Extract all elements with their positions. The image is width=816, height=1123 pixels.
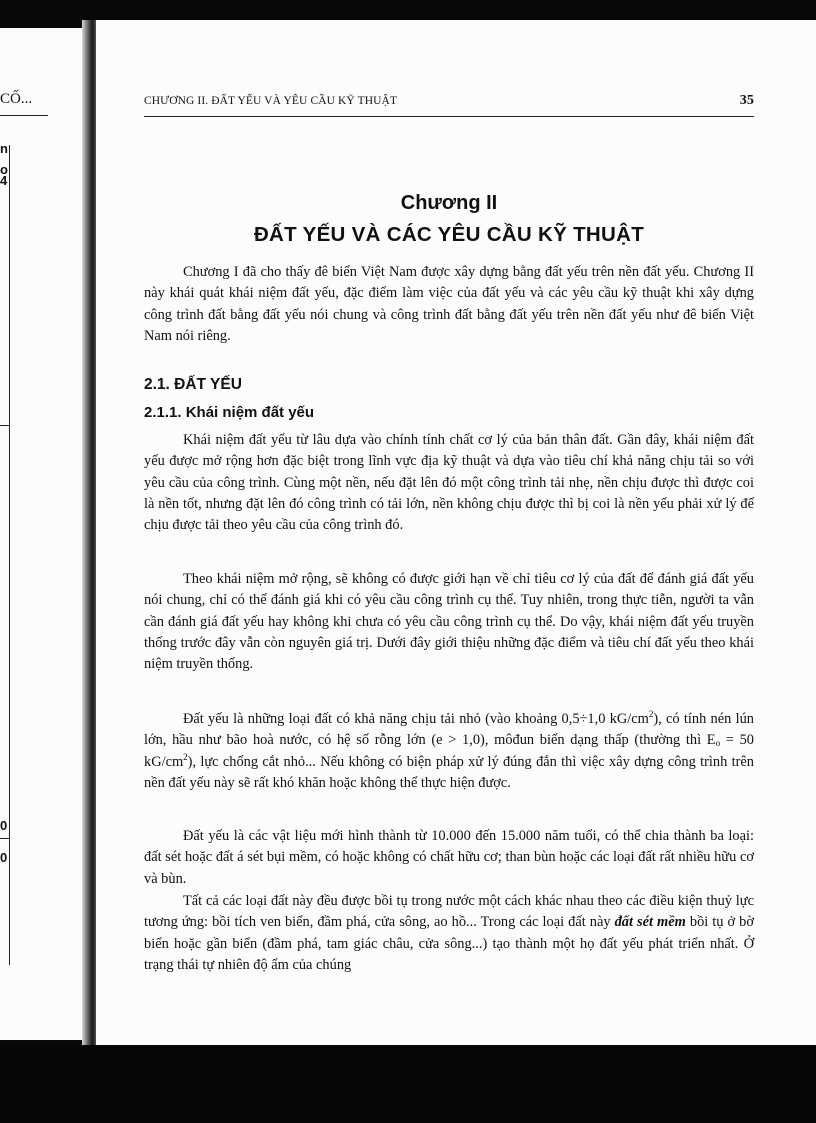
superscript: 2 [183, 751, 188, 762]
section-heading: 2.1. ĐẤT YẾU [144, 376, 242, 393]
adjacent-line [0, 838, 10, 839]
page-number: 35 [739, 93, 754, 108]
text-run: ), có tính nén lún lớn, hầu như bão hoà nước, có hệ số rỗng lớn (e > 1,0), môđun biến dạng thấp (thường thì E [144, 711, 755, 749]
chapter-title: ĐẤT YẾU VÀ CÁC YÊU CẦU KỸ THUẬT [253, 223, 645, 246]
running-header-title: CHƯƠNG II. ĐẤT YẾU VÀ YÊU CẦU KỸ THUẬT [144, 95, 398, 107]
scan-border [0, 1045, 816, 1123]
body-paragraph: Theo khái niệm mở rộng, sẽ không có được giới hạn về chỉ tiêu cơ lý của đất để đánh giá đất yếu nói chung, chỉ có thể đánh giá khi có yêu cầu công trình cụ thể. Tuy nhiên, trong thực tiễn, người ta vẫn cần đánh giá đất yếu hay không khi chưa có yêu cầu công trình cụ thể. Do vậy, khái niệm đất yếu truyền thống trước đây vẫn còn nguyên giá trị. Dưới đây giới thiệu những đặc điểm và tiêu chí đất yếu theo khái niệm truyền thống. [144, 571, 754, 673]
body-paragraph [144, 891, 754, 976]
adjacent-page-table-edge [0, 145, 10, 965]
adjacent-line [0, 425, 10, 426]
emphasis-term: đất sét mềm [614, 914, 686, 931]
adjacent-fragment: 0 [0, 818, 8, 833]
body-paragraph: Khái niệm đất yếu từ lâu dựa vào chính tính chất cơ lý của bản thân đất. Gần đây, khái niệm đất yếu được mở rộng hơn đặc biệt trong lĩnh vực địa kỹ thuật và dựa vào tiêu chí khả năng chịu tải so với yêu cầu của công trình. Cùng một nền, nếu đặt lên đó một công trình tải nhẹ, nền chịu được thì được coi là nền tốt, nhưng đặt lên đó công trình có tải lớn, nền không chịu được thì bị coi là nền yếu phải xử lý để chịu được tải theo yêu cầu của công trình đó. [144, 432, 754, 534]
subsection-heading: 2.1.1. Khái niệm đất yếu [144, 404, 315, 421]
adjacent-fragment: n [0, 141, 8, 156]
intro-paragraph: Chương I đã cho thấy đê biển Việt Nam được xây dựng bằng đất yếu trên nền đất yếu. Chương II này khái quát khái niệm đất yếu, đặc điểm làm việc của đất yếu và các yêu cầu kỹ thuật khi xây dựng công trình đất bằng đất yếu nói chung và công trình đất bằng đất yếu trên nền đất yếu như đê biển Việt Nam nói riêng. [144, 264, 754, 344]
adjacent-page-rule [0, 115, 48, 116]
book-page [96, 20, 816, 1048]
adjacent-fragment: o [0, 162, 8, 177]
body-paragraph [144, 709, 754, 794]
text-run: Tất cả các loại đất này đều được bồi tụ trong nước một cách khác nhau theo các điều kiện thuỷ lực tương ứng: bồi tích ven biển, đầm phá, cửa sông, ao hồ... Trong các loại đất này [144, 893, 754, 931]
adjacent-fragment: 0 [0, 850, 8, 865]
adjacent-fragment: 4 [0, 173, 8, 188]
text-run: = 50 kG/cm [144, 732, 754, 770]
adjacent-page-header: CỐ... [0, 91, 33, 107]
adjacent-page [0, 28, 92, 1040]
text-run: bồi tụ ở bờ biển hoặc gần biển (đầm phá, tam giác châu, cửa sông...) tạo thành một họ đất yếu phát triển nhất. Ở trạng thái tự nhiên độ ẩm của chúng [144, 914, 754, 973]
header-rule [144, 116, 754, 117]
subscript: o [715, 738, 721, 749]
body-paragraph: Đất yếu là các vật liệu mới hình thành từ 10.000 đến 15.000 năm tuổi, có thể chia thành ba loại: đất sét hoặc đất á sét bụi mềm, có hoặc không có chất hữu cơ; than bùn hoặc các loại đất rất nhiều hữu cơ và bùn. [144, 828, 754, 887]
running-header [144, 95, 754, 115]
text-run: Đất yếu là những loại đất có khả năng chịu tải nhỏ (vào khoảng 0,5÷1,0 kG/cm [183, 711, 649, 727]
superscript: 2 [648, 709, 654, 719]
text-run: ), lực chống cắt nhỏ... Nếu không có biện pháp xử lý đúng đắn thì việc xây dựng công trình trên nền đất yếu này sẽ rất khó khăn hoặc không thể thực hiện được. [144, 753, 754, 791]
chapter-label: Chương II [400, 192, 498, 214]
